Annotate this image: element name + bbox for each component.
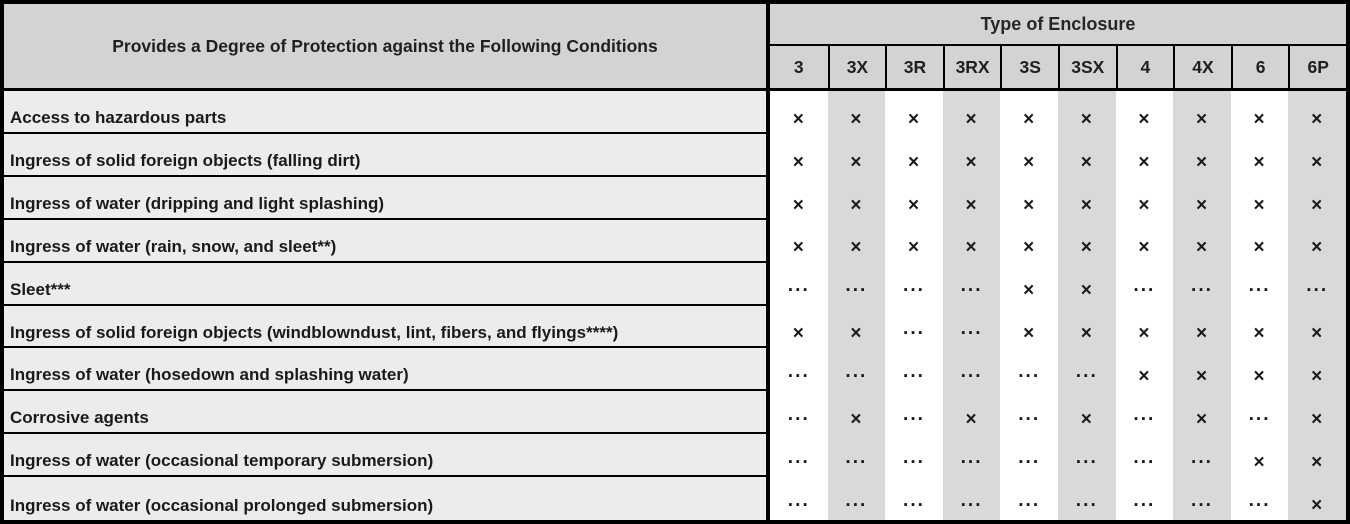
protection-cell: ··· <box>943 434 1001 477</box>
protection-cell: ··· <box>943 263 1001 306</box>
protection-cell: × <box>907 194 921 216</box>
protection-cell: ··· <box>787 494 810 516</box>
protection-cell: × <box>1288 434 1346 477</box>
protection-cell: ··· <box>903 366 925 388</box>
protection-cell: × <box>1253 237 1266 259</box>
protection-cell: × <box>943 220 1001 263</box>
conditions-header: Provides a Degree of Protection against the Following Conditions <box>4 4 770 91</box>
protection-cell: × <box>1288 220 1346 263</box>
protection-cell: × <box>1288 91 1346 134</box>
row-label: Access to hazardous parts <box>4 91 770 134</box>
row-label: Ingress of water (occasional temporary submersion) <box>4 434 770 477</box>
protection-cell: × <box>1138 151 1151 173</box>
row-label: Ingress of water (occasional prolonged submersion) <box>4 477 770 520</box>
protection-cell: × <box>792 194 805 216</box>
protection-cell: × <box>1173 306 1231 349</box>
protection-cell: ··· <box>787 451 810 473</box>
protection-cell: × <box>1253 323 1266 345</box>
protection-cell: ··· <box>1173 434 1231 477</box>
protection-cell: × <box>828 391 886 434</box>
protection-cell: ··· <box>1018 451 1041 473</box>
protection-cell: × <box>828 134 886 177</box>
protection-cell: × <box>943 177 1001 220</box>
protection-cell: × <box>1253 194 1266 216</box>
protection-cell: × <box>943 391 1001 434</box>
column-header-3SX: 3SX <box>1058 46 1116 91</box>
protection-cell: ··· <box>1058 477 1116 520</box>
protection-cell: × <box>1173 91 1231 134</box>
protection-cell: × <box>792 237 805 259</box>
column-header-3X: 3X <box>828 46 886 91</box>
protection-cell: × <box>828 306 886 349</box>
protection-cell: × <box>1173 348 1231 391</box>
protection-cell: × <box>828 177 886 220</box>
protection-cell: ··· <box>787 280 810 302</box>
protection-cell: × <box>1173 177 1231 220</box>
protection-cell: × <box>1253 151 1266 173</box>
protection-cell: × <box>1288 477 1346 520</box>
protection-cell: × <box>1173 391 1231 434</box>
protection-cell: × <box>1253 451 1266 473</box>
protection-cell: ··· <box>828 348 886 391</box>
protection-cell: × <box>1288 391 1346 434</box>
protection-cell: ··· <box>1288 263 1346 306</box>
protection-cell: × <box>1023 323 1036 345</box>
protection-cell: × <box>1138 108 1151 130</box>
protection-cell: × <box>828 220 886 263</box>
protection-cell: × <box>1253 108 1266 130</box>
protection-cell: ··· <box>1133 451 1156 473</box>
protection-cell: × <box>792 323 805 345</box>
protection-cell: × <box>1058 91 1116 134</box>
protection-cell: ··· <box>1173 477 1231 520</box>
protection-cell: × <box>792 108 805 130</box>
protection-cell: × <box>943 134 1001 177</box>
protection-cell: × <box>1138 194 1151 216</box>
protection-cell: × <box>1058 263 1116 306</box>
protection-cell: ··· <box>943 477 1001 520</box>
protection-cell: × <box>1288 177 1346 220</box>
protection-cell: ··· <box>1058 348 1116 391</box>
protection-cell: × <box>907 108 921 130</box>
protection-cell: ··· <box>903 409 925 431</box>
protection-cell: × <box>1138 366 1151 388</box>
protection-cell: × <box>828 91 886 134</box>
protection-cell: × <box>1023 108 1036 130</box>
protection-cell: ··· <box>1133 494 1156 516</box>
protection-cell: ··· <box>903 323 925 345</box>
row-label: Ingress of solid foreign objects (falling dirt) <box>4 134 770 177</box>
protection-cell: ··· <box>1133 409 1156 431</box>
protection-cell: × <box>1288 306 1346 349</box>
protection-cell: ··· <box>1248 409 1271 431</box>
protection-cell: ··· <box>787 366 810 388</box>
protection-cell: × <box>907 237 921 259</box>
protection-cell: × <box>792 151 805 173</box>
protection-cell: × <box>1023 194 1036 216</box>
column-header-4: 4 <box>1116 46 1174 91</box>
column-header-3S: 3S <box>1000 46 1058 91</box>
protection-cell: × <box>1023 237 1036 259</box>
protection-cell: ··· <box>943 306 1001 349</box>
protection-cell: × <box>1173 134 1231 177</box>
protection-cell: × <box>1058 134 1116 177</box>
row-label: Corrosive agents <box>4 391 770 434</box>
protection-cell: ··· <box>1173 263 1231 306</box>
column-header-3RX: 3RX <box>943 46 1001 91</box>
row-label: Ingress of water (rain, snow, and sleet**) <box>4 220 770 263</box>
column-header-4X: 4X <box>1173 46 1231 91</box>
protection-cell: ··· <box>1248 280 1271 302</box>
row-label: Ingress of solid foreign objects (windblowndust, lint, fibers, and flyings****) <box>4 306 770 349</box>
protection-cell: ··· <box>828 477 886 520</box>
row-label: Sleet*** <box>4 263 770 306</box>
protection-cell: × <box>1023 151 1036 173</box>
protection-cell: ··· <box>1018 494 1041 516</box>
column-header-3: 3 <box>770 46 828 91</box>
protection-cell: × <box>943 91 1001 134</box>
type-of-enclosure-header: Type of Enclosure <box>770 4 1346 46</box>
protection-cell: ··· <box>1058 434 1116 477</box>
protection-cell: × <box>1288 348 1346 391</box>
column-header-3R: 3R <box>885 46 943 91</box>
protection-cell: ··· <box>828 263 886 306</box>
protection-cell: ··· <box>903 280 925 302</box>
protection-cell: ··· <box>903 451 925 473</box>
protection-cell: × <box>1058 220 1116 263</box>
protection-cell: × <box>1058 177 1116 220</box>
column-header-6P: 6P <box>1288 46 1346 91</box>
protection-cell: × <box>1058 306 1116 349</box>
protection-cell: × <box>907 151 921 173</box>
protection-cell: ··· <box>903 494 925 516</box>
protection-cell: × <box>1173 220 1231 263</box>
protection-cell: × <box>1138 237 1151 259</box>
protection-cell: × <box>1023 280 1036 302</box>
protection-cell: ··· <box>1018 409 1041 431</box>
protection-cell: ··· <box>1133 280 1156 302</box>
column-header-6: 6 <box>1231 46 1289 91</box>
protection-cell: ··· <box>1018 366 1041 388</box>
protection-cell: ··· <box>943 348 1001 391</box>
protection-cell: ··· <box>828 434 886 477</box>
protection-cell: × <box>1138 323 1151 345</box>
protection-cell: ··· <box>787 409 810 431</box>
protection-cell: ··· <box>1248 494 1271 516</box>
protection-cell: × <box>1253 366 1266 388</box>
row-label: Ingress of water (dripping and light splashing) <box>4 177 770 220</box>
protection-cell: × <box>1058 391 1116 434</box>
row-label: Ingress of water (hosedown and splashing water) <box>4 348 770 391</box>
protection-cell: × <box>1288 134 1346 177</box>
